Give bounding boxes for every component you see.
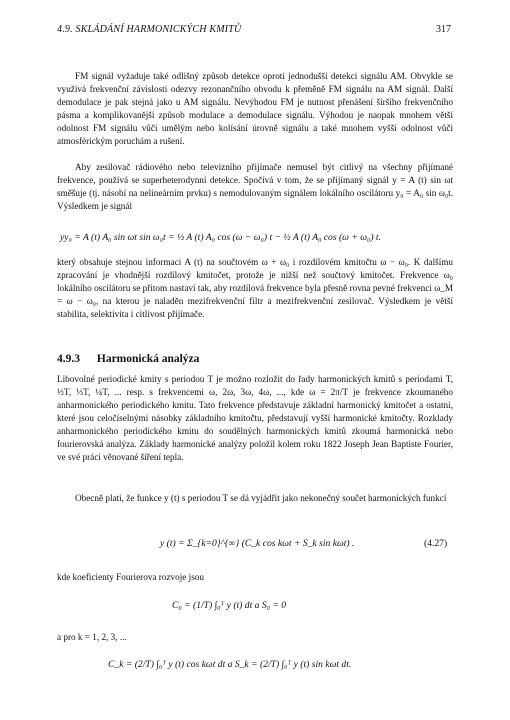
equation-ck-sk: C_k = (2/T) ∫₀ᵀ y (t) cos kωt dt a S_k = (2/T) ∫₀ᵀ y (t) sin kωt dt. <box>108 659 352 670</box>
page-number: 317 <box>436 24 451 35</box>
section-heading <box>57 353 199 365</box>
equation-c0-s0: C₀ = (1/T) ∫₀ᵀ y (t) dt a S₀ = 0 <box>172 600 287 611</box>
section-title: Harmonická analýza <box>96 353 200 365</box>
equation-mixing: yy₀ = A (t) A₀ sin ωt sin ω₀t = ½ A (t) A₀ cos (ω − ω₀) t − ½ A (t) A₀ cos (ω + ω₀) t. <box>60 232 381 243</box>
equation-number: (4.27) <box>424 538 448 549</box>
equation-fourier-series: y (t) = Σ_{k=0}^{∞} (C_k cos kωt + S_k sin kωt) . <box>160 538 355 549</box>
running-header: 4.9. SKLÁDÁNÍ HARMONICKÝCH KMITŮ <box>57 24 242 35</box>
paragraph-fourier-series-intro: Obecně platí, že funkce y (t) s periodou T se dá vyjádřit jako nekonečný součet harmonických funkcí <box>75 493 447 503</box>
paragraph-fm-detection: FM signál vyžaduje také odlišný způsob detekce oproti jednodušší detekci signálu AM. Obvykle se využívá frekvenční závislosti odezvy rezonančního obvodu k přeměně FM signálu na AM signál. Další demodulace je pak stejná jako u AM signálu. Nevýhodou FM je nutnost přenášení širšího frekvenčního pásma a komplikovanější způsob modulace a demodulace signálu. Výhodou je naopak mnohem větší odolnost FM signálu vůči umělým nebo kolísání úrovně signálu a také mnohem vyšší odolnost vůči atmosférickým poruchám a rušení. <box>57 71 453 146</box>
paragraph-coefficients-intro: kde koeficienty Fourierova rozvoje jsou <box>57 572 204 582</box>
paragraph-k-values: a pro k = 1, 2, 3, ... <box>57 632 127 642</box>
section-number: 4.9.3 <box>57 353 80 365</box>
paragraph-harmonic-analysis: Libovolné periodické kmity s periodou T je možno rozložit do řady harmonických kmitů s periodami T, ½T, ⅓T, ¼T, ... resp. s frekvencemi ω, 2ω, 3ω, 4ω, ..., kde ω = 2π/T je frekvence zkoumaného anharmonického periodického kmitu. Tato frekvence představuje základní harmonický kmitočet a ostatní, které jsou celočíselnými násobky základního kmitočtu, představují vyšší harmonické kmitočty. Rozklady anharmonického periodického kmitu do soudělných harmonických kmitů zkoumá harmonická nebo fourierovská analýza. Základy harmonické analýzy položil kolem roku 1822 Joseph Jean Baptiste Fourier, ve své práci věnované šíření tepla. <box>57 374 453 462</box>
paragraph-intermediate-frequency: který obsahuje stejnou informaci A (t) na součtovém ω + ω₀ i rozdílovém kmitočtu ω − ω₀. K dalšímu zpracování je vhodnější rozdílový kmitočet, protože je nižší než součtový kmitočet. Frekvence ω₀ lokálního oscilátoru se přitom nastaví tak, aby rozdílová frekvence byla přesně rovna pevné frekvenci ω_M = ω − ω₀, na kterou je naladěn mezifrekvenční filtr a mezifrekvenční zesilovač. Výsledkem je větší stabilita, selektivita i citlivost přijímače. <box>57 257 453 319</box>
paragraph-superheterodyne: Aby zesilovač rádiového nebo televizního přijímače nemusel být citlivý na všechny přijímané frekvence, používá se superheterodynní detekce. Spočívá v tom, že se přijímaný signál y = A (t) sin ωt směšuje (tj. násobí na nelineárním prvku) s nemodulovaným signálem lokálního oscilátoru y₀ = A₀ sin ω₀t. Výsledkem je signál <box>57 162 453 211</box>
